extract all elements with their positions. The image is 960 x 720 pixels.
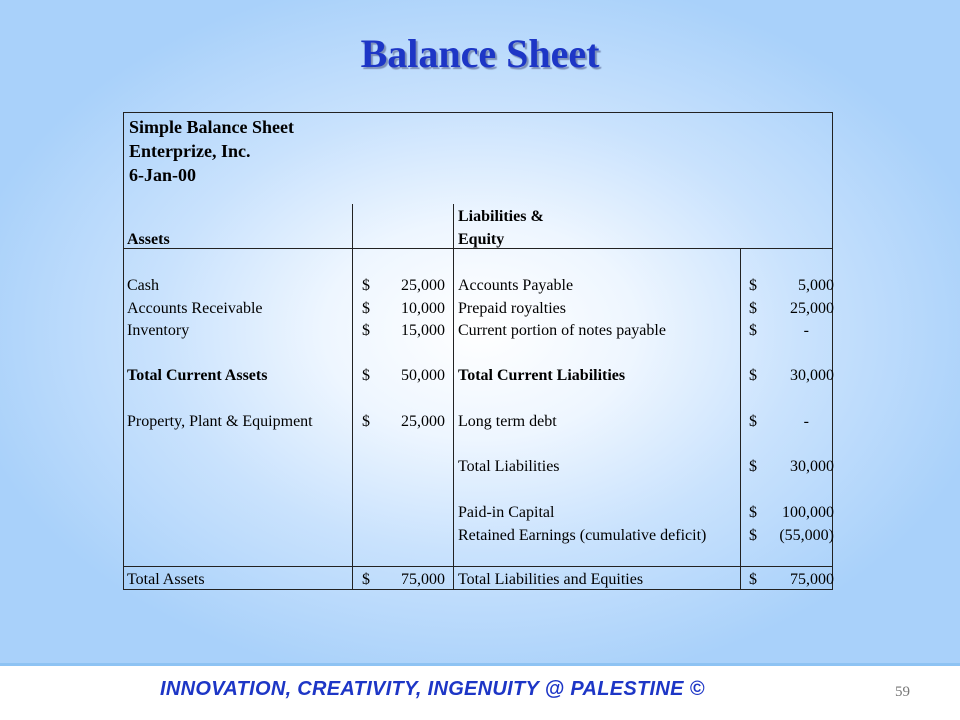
page-number: 59	[895, 684, 910, 700]
asset-label: Property, Plant & Equipment	[127, 413, 313, 430]
liability-currency: $	[749, 367, 757, 384]
asset-currency: $	[362, 300, 370, 317]
asset-amount: 15,000	[401, 322, 445, 339]
liabilities-header-line1: Liabilities &	[458, 208, 544, 225]
liability-currency: $	[749, 300, 757, 317]
equity-label: Paid-in Capital	[458, 504, 555, 521]
liability-amount: 25,000	[790, 300, 834, 317]
asset-currency: $	[362, 322, 370, 339]
total-liabilities-equities-label: Total Liabilities and Equities	[458, 571, 644, 588]
sheet-date: 6-Jan-00	[129, 165, 196, 185]
total-assets-label: Total Assets	[127, 571, 205, 588]
liability-currency: $	[749, 413, 757, 430]
col-divider-2	[453, 204, 454, 590]
table-border-top	[123, 112, 833, 113]
equity-currency: $	[749, 527, 757, 544]
total-liabilities-equities-amount: 75,000	[790, 571, 834, 588]
liability-label: Prepaid royalties	[458, 300, 566, 317]
liability-amount: -	[803, 413, 809, 430]
slide-title: Balance Sheet	[360, 31, 600, 76]
asset-label: Cash	[127, 277, 159, 294]
liability-label: Total Liabilities	[458, 458, 560, 475]
asset-currency: $	[362, 413, 370, 430]
asset-amount: 25,000	[401, 277, 445, 294]
asset-subtotal-label: Total Current Assets	[127, 367, 268, 384]
equity-amount: 100,000	[782, 504, 834, 521]
asset-amount: 10,000	[401, 300, 445, 317]
liability-amount: -	[803, 322, 809, 339]
liabilities-header-line2: Equity	[458, 231, 505, 248]
liability-currency: $	[749, 322, 757, 339]
liability-label: Long term debt	[458, 413, 557, 430]
liability-label: Current portion of notes payable	[458, 322, 666, 339]
liability-label: Accounts Payable	[458, 277, 574, 294]
equity-currency: $	[749, 504, 757, 521]
liability-amount: 5,000	[798, 277, 834, 294]
col-divider-3	[740, 249, 741, 590]
company-name: Enterprize, Inc.	[129, 141, 251, 161]
liability-subtotal-label: Total Current Liabilities	[458, 367, 626, 384]
asset-label: Inventory	[127, 322, 190, 339]
total-assets-amount: 75,000	[401, 571, 445, 588]
col-divider-1	[352, 204, 353, 590]
liability-currency: $	[749, 277, 757, 294]
asset-currency: $	[362, 277, 370, 294]
equity-amount: (55,000)	[779, 527, 834, 544]
asset-currency: $	[362, 367, 370, 384]
equity-label: Retained Earnings (cumulative deficit)	[458, 527, 707, 544]
total-liabilities-equities-currency: $	[749, 571, 757, 588]
asset-subtotal-amount: 50,000	[401, 367, 445, 384]
footer-banner: INNOVATION, CREATIVITY, INGENUITY @ PALESTINE ©	[160, 678, 705, 700]
total-assets-currency: $	[362, 571, 370, 588]
table-border-left	[123, 112, 124, 590]
sheet-title: Simple Balance Sheet	[129, 117, 294, 137]
totals-rule	[123, 566, 833, 567]
asset-label: Accounts Receivable	[127, 300, 263, 317]
assets-header: Assets	[127, 231, 170, 248]
liability-amount: 30,000	[790, 458, 834, 475]
liability-currency: $	[749, 458, 757, 475]
liability-subtotal-amount: 30,000	[790, 367, 834, 384]
asset-amount: 25,000	[401, 413, 445, 430]
